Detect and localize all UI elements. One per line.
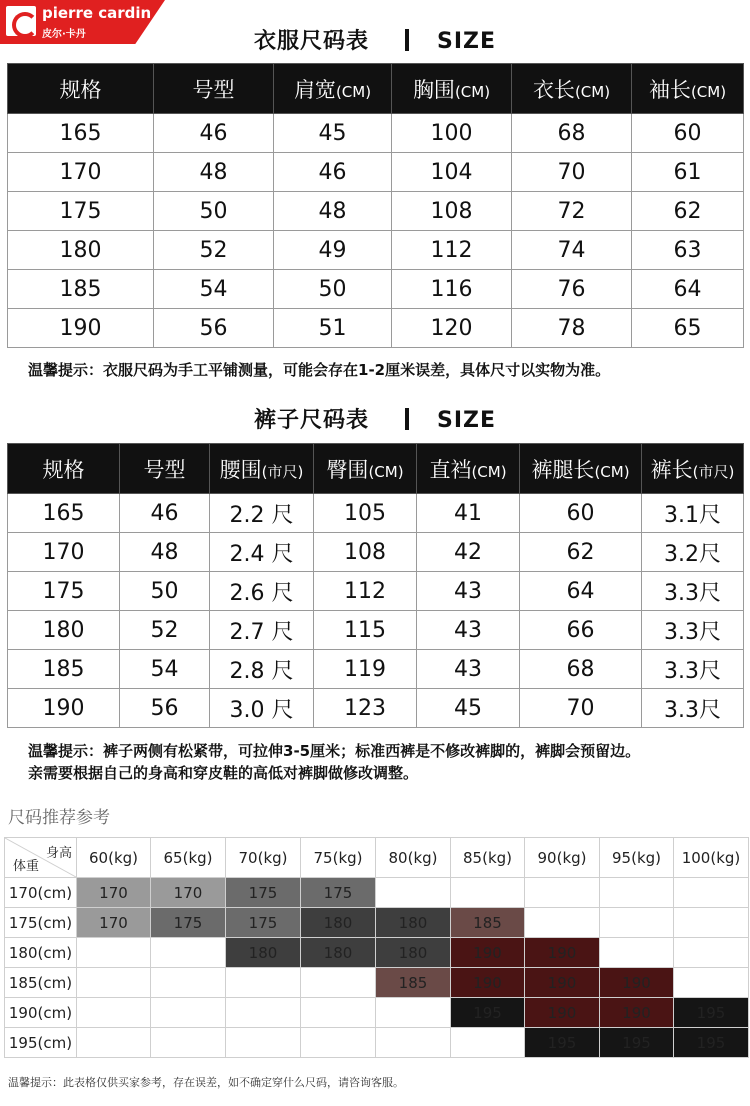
table-cell: 43: [417, 650, 520, 689]
table-cell: 3.1尺: [642, 494, 744, 533]
header-label: 规格: [42, 457, 85, 482]
recommend-size-cell: 190: [525, 998, 600, 1028]
recommend-size-cell: 175: [226, 908, 301, 938]
table-cell: 2.2 尺: [210, 494, 314, 533]
table-cell: 74: [512, 231, 632, 270]
recommend-size-cell: 190: [525, 938, 600, 968]
table-cell: 175: [8, 572, 120, 611]
header-label: 衣长: [532, 77, 575, 102]
clothes-title-en: SIZE: [437, 29, 497, 54]
title-separator: [405, 408, 409, 430]
table-cell: 50: [274, 270, 392, 309]
table-cell: 62: [520, 533, 642, 572]
header-label: 臀围: [326, 457, 369, 482]
table-cell: 180: [8, 611, 120, 650]
recommend-size-cell: 175: [301, 878, 376, 908]
table-cell: 104: [392, 153, 512, 192]
recommend-row: [5, 1028, 749, 1058]
recommend-size-cell: 195: [525, 1028, 600, 1058]
recommend-size-cell: 180: [301, 908, 376, 938]
table-cell: 52: [120, 611, 210, 650]
pants-note-line-1: 温馨提示：裤子两侧有松紧带，可拉伸3-5厘米；标准西裤是不修改裤脚的，裤脚会预留边。: [28, 742, 641, 760]
recommend-empty-cell: [376, 998, 451, 1028]
table-cell: 2.4 尺: [210, 533, 314, 572]
header-label: 规格: [59, 77, 102, 102]
header-unit: (CM): [594, 462, 630, 481]
recommend-row: [5, 908, 749, 938]
pants-header-cell: [314, 444, 417, 494]
table-cell: 50: [154, 192, 274, 231]
header-label: 裤腿长: [531, 457, 595, 482]
pants-header-cell: [417, 444, 520, 494]
table-cell: 116: [392, 270, 512, 309]
recommend-size-cell: 180: [376, 938, 451, 968]
header-unit: (CM): [335, 82, 372, 101]
clothes-header-cell: [154, 64, 274, 114]
table-cell: 119: [314, 650, 417, 689]
recommend-size-cell: 185: [376, 968, 451, 998]
recommend-empty-cell: [674, 908, 749, 938]
recommend-empty-cell: [77, 998, 151, 1028]
recommend-empty-cell: [301, 968, 376, 998]
recommend-empty-cell: [674, 938, 749, 968]
table-cell: 165: [8, 114, 154, 153]
table-cell: 48: [120, 533, 210, 572]
table-row: [8, 114, 744, 153]
table-cell: 175: [8, 192, 154, 231]
header-unit: (CM): [471, 462, 507, 481]
recommend-size-cell: 170: [77, 878, 151, 908]
table-cell: 70: [520, 689, 642, 728]
table-cell: 64: [520, 572, 642, 611]
clothes-header-row: [8, 64, 744, 114]
recommend-size-cell: 190: [600, 968, 674, 998]
height-label-cell: 190(cm): [5, 998, 77, 1028]
header-label: 胸围: [412, 77, 455, 102]
table-cell: 108: [314, 533, 417, 572]
recommend-footnote: 温馨提示：此表格仅供买家参考，存在误差，如不确定穿什么尺码，请咨询客服。: [8, 1076, 404, 1089]
header-unit: (市尺): [692, 462, 735, 481]
weight-header-cell: 85(kg): [451, 838, 525, 878]
recommend-empty-cell: [600, 908, 674, 938]
recommend-size-cell: 195: [451, 998, 525, 1028]
table-cell: 45: [274, 114, 392, 153]
table-cell: 70: [512, 153, 632, 192]
header-label: 腰围: [219, 457, 262, 482]
table-row: [8, 192, 744, 231]
logo-name-en: pierre cardin: [42, 4, 152, 22]
table-cell: 50: [120, 572, 210, 611]
recommend-empty-cell: [451, 1028, 525, 1058]
table-cell: 112: [314, 572, 417, 611]
recommend-size-cell: 190: [451, 968, 525, 998]
recommend-size-cell: 170: [77, 908, 151, 938]
height-label-cell: 185(cm): [5, 968, 77, 998]
header-label: 袖长: [648, 77, 691, 102]
table-cell: 3.2尺: [642, 533, 744, 572]
recommend-empty-cell: [151, 1028, 226, 1058]
table-cell: 51: [274, 309, 392, 348]
table-cell: 46: [154, 114, 274, 153]
pants-header-cell: [8, 444, 120, 494]
weight-header-row: [5, 838, 749, 878]
table-cell: 60: [520, 494, 642, 533]
table-cell: 48: [274, 192, 392, 231]
header-label: 号型: [192, 77, 235, 102]
table-cell: 61: [632, 153, 744, 192]
table-cell: 3.3尺: [642, 650, 744, 689]
table-cell: 2.6 尺: [210, 572, 314, 611]
weight-header-cell: 80(kg): [376, 838, 451, 878]
pants-header-cell: [642, 444, 744, 494]
recommend-size-cell: 170: [151, 878, 226, 908]
recommend-empty-cell: [226, 998, 301, 1028]
recommend-empty-cell: [525, 908, 600, 938]
weight-header-cell: 75(kg): [301, 838, 376, 878]
table-cell: 190: [8, 689, 120, 728]
clothes-header-cell: [512, 64, 632, 114]
table-cell: 108: [392, 192, 512, 231]
table-cell: 185: [8, 270, 154, 309]
weight-header-cell: 70(kg): [226, 838, 301, 878]
recommend-size-cell: 175: [151, 908, 226, 938]
table-row: [8, 533, 744, 572]
table-row: [8, 611, 744, 650]
table-cell: 63: [632, 231, 744, 270]
table-row: [8, 309, 744, 348]
table-cell: 165: [8, 494, 120, 533]
recommend-empty-cell: [376, 878, 451, 908]
recommend-size-cell: 180: [226, 938, 301, 968]
recommend-row: [5, 878, 749, 908]
table-cell: 2.7 尺: [210, 611, 314, 650]
recommend-size-cell: 185: [451, 908, 525, 938]
table-cell: 3.3尺: [642, 572, 744, 611]
recommend-size-cell: 195: [600, 1028, 674, 1058]
pants-header-cell: [520, 444, 642, 494]
table-cell: 43: [417, 572, 520, 611]
recommend-size-cell: 180: [301, 938, 376, 968]
recommend-empty-cell: [151, 998, 226, 1028]
table-cell: 170: [8, 533, 120, 572]
recommend-size-cell: 195: [674, 1028, 749, 1058]
pants-size-table: [7, 443, 744, 728]
header-label: 直裆: [429, 457, 472, 482]
table-cell: 185: [8, 650, 120, 689]
title-separator: [405, 29, 409, 51]
recommend-row: [5, 938, 749, 968]
recommend-empty-cell: [301, 1028, 376, 1058]
table-cell: 105: [314, 494, 417, 533]
table-cell: 112: [392, 231, 512, 270]
recommend-empty-cell: [376, 1028, 451, 1058]
recommend-size-cell: 195: [674, 998, 749, 1028]
recommend-empty-cell: [226, 1028, 301, 1058]
recommend-size-cell: 180: [376, 908, 451, 938]
recommend-empty-cell: [151, 938, 226, 968]
header-label: 号型: [143, 457, 186, 482]
recommend-empty-cell: [77, 968, 151, 998]
table-cell: 100: [392, 114, 512, 153]
table-cell: 60: [632, 114, 744, 153]
recommend-size-cell: 190: [525, 968, 600, 998]
table-cell: 48: [154, 153, 274, 192]
clothes-title: 衣服尺码表: [253, 29, 369, 54]
table-cell: 76: [512, 270, 632, 309]
table-cell: 46: [274, 153, 392, 192]
pants-header-cell: [210, 444, 314, 494]
recommend-size-cell: 190: [600, 998, 674, 1028]
clothes-header-cell: [8, 64, 154, 114]
table-row: [8, 231, 744, 270]
recommend-size-cell: 175: [226, 878, 301, 908]
header-unit: (CM): [368, 462, 404, 481]
table-cell: 180: [8, 231, 154, 270]
recommend-size-cell: 190: [451, 938, 525, 968]
weight-header-cell: 95(kg): [600, 838, 674, 878]
header-unit: (CM): [574, 82, 611, 101]
recommend-empty-cell: [226, 968, 301, 998]
table-row: [8, 650, 744, 689]
height-label-cell: 180(cm): [5, 938, 77, 968]
weight-header-cell: 60(kg): [77, 838, 151, 878]
table-cell: 65: [632, 309, 744, 348]
table-cell: 3.3尺: [642, 689, 744, 728]
corner-height-label: 身高: [45, 846, 72, 861]
weight-header-cell: 65(kg): [151, 838, 226, 878]
table-cell: 115: [314, 611, 417, 650]
logo-name-cn: 皮尔·卡丹: [42, 29, 86, 40]
clothes-header-cell: [392, 64, 512, 114]
pants-note-line-2: 亲需要根据自己的身高和穿皮鞋的高低对裤脚做修改调整。: [28, 764, 419, 782]
table-cell: 64: [632, 270, 744, 309]
pants-header-row: [8, 444, 744, 494]
table-cell: 54: [120, 650, 210, 689]
clothes-section-title: [0, 24, 750, 55]
header-label: 肩宽: [293, 77, 336, 102]
recommend-empty-cell: [301, 998, 376, 1028]
clothes-size-table: [7, 63, 744, 348]
table-cell: 49: [274, 231, 392, 270]
recommend-row: [5, 968, 749, 998]
header-unit: (CM): [454, 82, 491, 101]
recommend-title: 尺码推荐参考: [8, 808, 110, 828]
table-cell: 41: [417, 494, 520, 533]
table-cell: 3.0 尺: [210, 689, 314, 728]
table-cell: 170: [8, 153, 154, 192]
recommend-empty-cell: [674, 968, 749, 998]
table-cell: 45: [417, 689, 520, 728]
header-unit: (CM): [690, 82, 727, 101]
table-cell: 68: [512, 114, 632, 153]
recommend-empty-cell: [77, 1028, 151, 1058]
size-recommend-table: [4, 837, 749, 1058]
table-cell: 46: [120, 494, 210, 533]
clothes-header-cell: [274, 64, 392, 114]
clothes-note: 温馨提示：衣服尺码为手工平铺测量，可能会存在1-2厘米误差，具体尺寸以实物为准。: [28, 361, 611, 379]
table-cell: 120: [392, 309, 512, 348]
recommend-empty-cell: [600, 938, 674, 968]
pants-header-cell: [120, 444, 210, 494]
table-cell: 68: [520, 650, 642, 689]
table-row: [8, 494, 744, 533]
pants-section-title: [0, 403, 750, 434]
pants-title: 裤子尺码表: [253, 408, 369, 433]
recommend-empty-cell: [525, 878, 600, 908]
table-cell: 66: [520, 611, 642, 650]
recommend-empty-cell: [151, 968, 226, 998]
table-row: [8, 689, 744, 728]
table-cell: 190: [8, 309, 154, 348]
weight-header-cell: 90(kg): [525, 838, 600, 878]
table-cell: 52: [154, 231, 274, 270]
table-row: [8, 153, 744, 192]
header-label: 裤长: [650, 457, 693, 482]
table-cell: 54: [154, 270, 274, 309]
recommend-row: [5, 998, 749, 1028]
table-row: [8, 572, 744, 611]
height-label-cell: 195(cm): [5, 1028, 77, 1058]
table-cell: 56: [154, 309, 274, 348]
clothes-header-cell: [632, 64, 744, 114]
table-cell: 2.8 尺: [210, 650, 314, 689]
table-row: [8, 270, 744, 309]
table-cell: 78: [512, 309, 632, 348]
table-cell: 42: [417, 533, 520, 572]
height-label-cell: 170(cm): [5, 878, 77, 908]
pants-title-en: SIZE: [437, 408, 497, 433]
corner-cell: [5, 838, 77, 878]
table-cell: 56: [120, 689, 210, 728]
table-cell: 43: [417, 611, 520, 650]
corner-weight-label: 体重: [13, 859, 40, 874]
weight-header-cell: 100(kg): [674, 838, 749, 878]
recommend-empty-cell: [77, 938, 151, 968]
table-cell: 62: [632, 192, 744, 231]
height-label-cell: 175(cm): [5, 908, 77, 938]
table-cell: 123: [314, 689, 417, 728]
table-cell: 72: [512, 192, 632, 231]
recommend-empty-cell: [451, 878, 525, 908]
table-cell: 3.3尺: [642, 611, 744, 650]
header-unit: (市尺): [261, 462, 304, 481]
recommend-empty-cell: [600, 878, 674, 908]
recommend-empty-cell: [674, 878, 749, 908]
